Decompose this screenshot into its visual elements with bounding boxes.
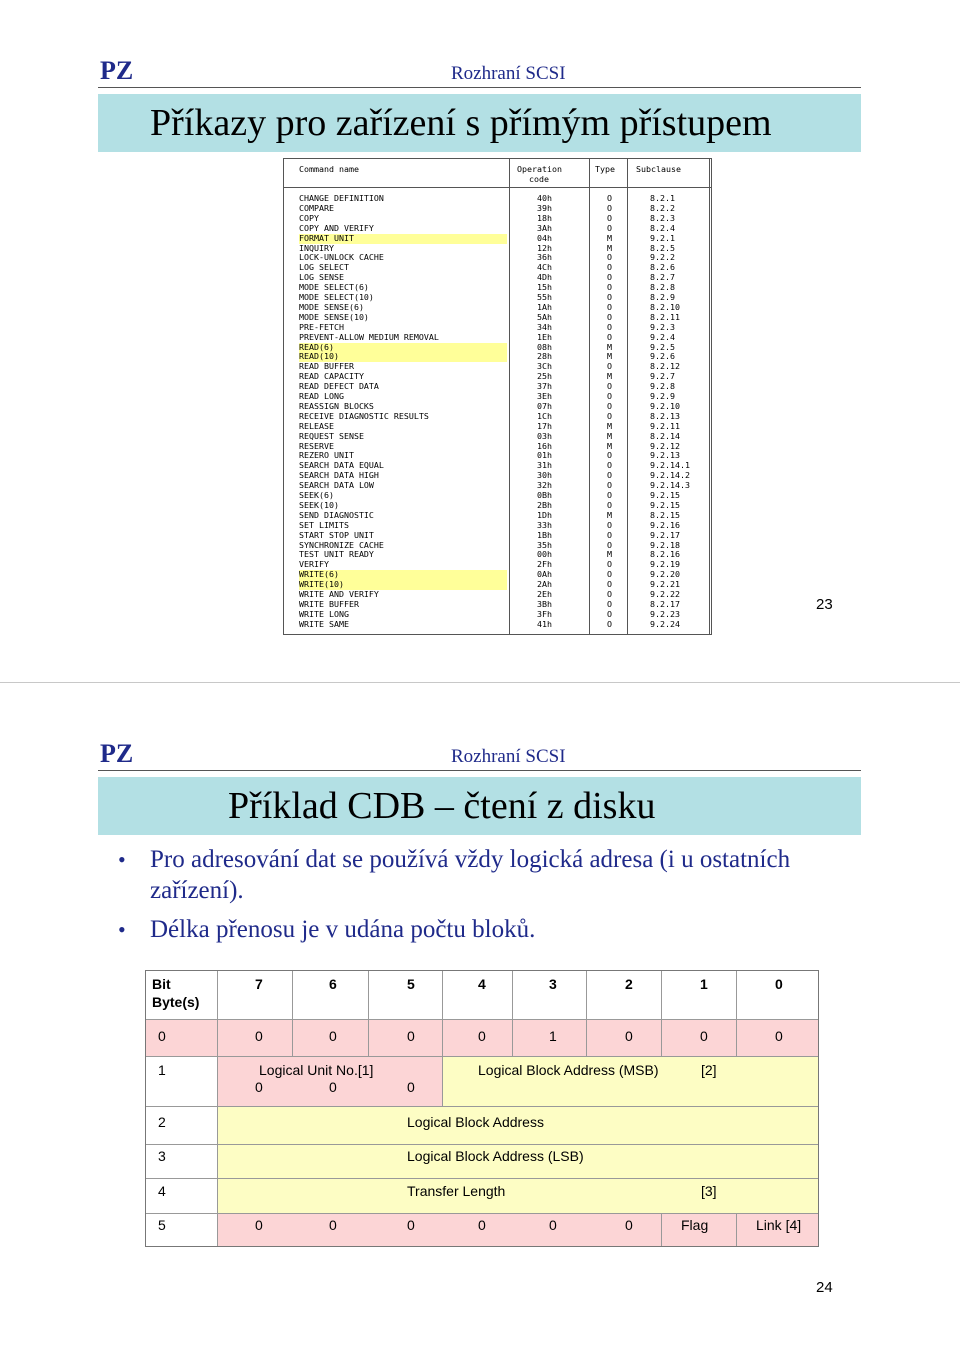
command-name: CHANGE DEFINITION: [299, 193, 384, 203]
command-type: M: [607, 430, 612, 441]
byte-0-bit-1: 0: [700, 1028, 708, 1044]
subclause: 9.2.7: [650, 371, 675, 382]
command-type: O: [607, 559, 612, 570]
command-type: O: [607, 460, 612, 471]
bit-1-header: 1: [700, 976, 708, 992]
subclause: 9.2.21: [650, 579, 680, 590]
command-type: M: [607, 549, 612, 560]
command-type: O: [607, 301, 612, 312]
operation-code: 2Bh: [537, 499, 552, 510]
command-type: O: [607, 331, 612, 342]
subclause: 9.2.12: [650, 440, 680, 451]
byte-5-bit-6: 0: [329, 1217, 337, 1233]
subclause: 9.2.20: [650, 569, 680, 580]
subclause: 8.2.11: [650, 311, 680, 322]
command-name: MODE SENSE(6): [299, 301, 364, 312]
link-label: Link [4]: [756, 1217, 802, 1233]
note-2: [2]: [701, 1062, 717, 1078]
operation-code: 28h: [537, 351, 552, 362]
subclause: 8.2.8: [650, 282, 675, 293]
lun-bit-7: 0: [255, 1079, 263, 1095]
subclause: 8.2.1: [650, 193, 675, 203]
logical-unit-label: Logical Unit No.[1]: [259, 1062, 374, 1078]
page-number: 24: [816, 1279, 833, 1296]
operation-code: 15h: [537, 282, 552, 293]
operation-code: 37h: [537, 381, 552, 392]
command-name: VERIFY: [299, 559, 329, 570]
byte-4-label: 4: [158, 1183, 166, 1199]
command-row: [285, 204, 710, 214]
command-table: [283, 158, 712, 635]
operation-code: 4Dh: [537, 272, 552, 283]
subclause: 8.2.15: [650, 509, 680, 520]
command-type: O: [607, 252, 612, 263]
subclause: 9.2.11: [650, 420, 680, 431]
operation-code: 40h: [537, 193, 552, 203]
lba-msb-label: Logical Block Address (MSB): [478, 1062, 659, 1078]
byte-5-bit-7: 0: [255, 1217, 263, 1233]
subclause: 9.2.8: [650, 381, 675, 392]
command-row: [285, 560, 710, 570]
command-type: M: [607, 341, 612, 352]
operation-code: 04h: [537, 232, 552, 243]
cdb-table: [145, 970, 819, 1247]
command-name: SET LIMITS: [299, 519, 349, 530]
bullet-icon: •: [118, 847, 126, 872]
command-row: [285, 620, 710, 630]
command-name: COMPARE: [299, 202, 334, 213]
operation-code: 08h: [537, 341, 552, 352]
command-name: READ LONG: [299, 391, 344, 401]
command-name: START STOP UNIT: [299, 529, 374, 540]
operation-code: 1Dh: [537, 509, 552, 520]
command-type: O: [607, 618, 612, 629]
operation-code: 1Ch: [537, 410, 552, 421]
subclause: 8.2.7: [650, 272, 675, 283]
command-type: O: [607, 212, 612, 223]
operation-code: 1Ah: [537, 301, 552, 312]
command-name: READ(6): [299, 343, 507, 353]
subclause: 9.2.5: [650, 341, 675, 352]
bullet-icon: •: [118, 917, 126, 942]
command-type: O: [607, 282, 612, 293]
command-name: RELEASE: [299, 420, 334, 431]
command-name: WRITE AND VERIFY: [299, 589, 379, 599]
byte-3-label: 3: [158, 1148, 166, 1164]
command-name: SEARCH DATA EQUAL: [299, 460, 384, 471]
header-command-name: Command name: [299, 164, 359, 174]
byte-2-label: 2: [158, 1114, 166, 1130]
command-type: M: [607, 351, 612, 362]
flag-label: Flag: [681, 1217, 709, 1233]
command-name: WRITE LONG: [299, 608, 349, 619]
pz-logo: PZ: [100, 739, 134, 768]
command-name: SEARCH DATA HIGH: [299, 470, 379, 481]
command-type: O: [607, 608, 612, 619]
subclause: 8.2.2: [650, 202, 675, 213]
command-name: MODE SELECT(6): [299, 282, 369, 293]
command-type: O: [607, 400, 612, 411]
command-row: [285, 412, 710, 422]
operation-code: 30h: [537, 470, 552, 481]
operation-code: 55h: [537, 292, 552, 302]
command-row: [285, 343, 710, 353]
header-type: Type: [595, 164, 615, 174]
command-name: READ DEFECT DATA: [299, 381, 379, 392]
operation-code: 25h: [537, 371, 552, 382]
header-rule: [98, 87, 861, 88]
operation-code: 0Ah: [537, 569, 552, 580]
subclause: 9.2.14.1: [650, 460, 690, 471]
command-type: O: [607, 480, 612, 491]
command-name: WRITE(10): [299, 580, 507, 590]
command-type: O: [607, 381, 612, 392]
byte-5-label: 5: [158, 1217, 166, 1233]
command-name: FORMAT UNIT: [299, 234, 507, 244]
lun-bit-5: 0: [407, 1079, 415, 1095]
command-type: O: [607, 470, 612, 481]
operation-code: 2Eh: [537, 589, 552, 599]
command-row: [285, 194, 710, 204]
operation-code: 31h: [537, 460, 552, 471]
command-name: PREVENT-ALLOW MEDIUM REMOVAL: [299, 331, 439, 342]
byte-1-label: 1: [158, 1062, 166, 1078]
operation-code: 3Ah: [537, 222, 552, 233]
bit-6-header: 6: [329, 976, 337, 992]
note-3: [3]: [701, 1183, 717, 1199]
command-name: LOG SENSE: [299, 272, 344, 283]
command-row: [285, 234, 710, 244]
command-type: O: [607, 499, 612, 510]
command-row: [285, 491, 710, 501]
byte-5-bit-2: 0: [625, 1217, 633, 1233]
command-type: M: [607, 242, 612, 253]
subclause: 9.2.14.3: [650, 480, 690, 491]
operation-code: 34h: [537, 321, 552, 332]
row-5-bg: [217, 1213, 818, 1246]
subclause: 9.2.9: [650, 391, 675, 401]
subclause: 9.2.22: [650, 589, 680, 599]
byte-5-bit-5: 0: [407, 1217, 415, 1233]
operation-code: 2Ah: [537, 579, 552, 590]
command-type: O: [607, 222, 612, 233]
command-row: [285, 481, 710, 491]
command-type: O: [607, 539, 612, 550]
operation-code: 12h: [537, 242, 552, 253]
command-type: O: [607, 391, 612, 401]
subclause: 9.2.17: [650, 529, 680, 540]
operation-code: 00h: [537, 549, 552, 560]
subclause: 8.2.14: [650, 430, 680, 441]
command-row: [285, 263, 710, 273]
command-type: M: [607, 232, 612, 243]
transfer-length-label: Transfer Length: [407, 1183, 506, 1199]
command-name: WRITE SAME: [299, 618, 349, 629]
command-name: SEARCH DATA LOW: [299, 480, 374, 491]
header-subclause: Subclause: [636, 164, 681, 174]
subclause: 9.2.3: [650, 321, 675, 332]
subclause: 8.2.12: [650, 361, 680, 372]
command-type: O: [607, 361, 612, 372]
command-row: [285, 313, 710, 323]
subclause: 9.2.15: [650, 490, 680, 500]
subclause: 9.2.1: [650, 232, 675, 243]
command-name: SEEK(6): [299, 490, 334, 500]
operation-code: 2Fh: [537, 559, 552, 570]
corner-byte-label: Byte(s): [152, 994, 200, 1010]
subclause: 9.2.19: [650, 559, 680, 570]
command-row: [285, 432, 710, 442]
pz-logo: PZ: [100, 56, 134, 85]
command-name: READ CAPACITY: [299, 371, 364, 382]
bullet-item: • Délka přenosu je v udána počtu bloků.: [118, 916, 536, 943]
subclause: 9.2.14.2: [650, 470, 690, 481]
subclause: 9.2.6: [650, 351, 675, 362]
byte-5-bit-3: 0: [549, 1217, 557, 1233]
operation-code: 41h: [537, 618, 552, 629]
command-type: M: [607, 420, 612, 431]
byte-0-bit-4: 0: [478, 1028, 486, 1044]
command-name: REASSIGN BLOCKS: [299, 400, 374, 411]
subclause: 9.2.24: [650, 618, 680, 629]
subclause: 8.2.6: [650, 262, 675, 273]
operation-code: 3Bh: [537, 598, 552, 609]
lun-bit-6: 0: [329, 1079, 337, 1095]
operation-code: 0Bh: [537, 490, 552, 500]
subclause: 9.2.10: [650, 400, 680, 411]
command-type: O: [607, 450, 612, 461]
command-type: O: [607, 321, 612, 332]
operation-code: 1Bh: [537, 529, 552, 540]
operation-code: 07h: [537, 400, 552, 411]
command-type: M: [607, 440, 612, 451]
byte-0-bit-3: 1: [549, 1028, 557, 1044]
command-row: [285, 570, 710, 580]
subclause: 8.2.5: [650, 242, 675, 253]
lba-label: Logical Block Address: [407, 1114, 544, 1130]
operation-code: 3Fh: [537, 608, 552, 619]
byte-0-label: 0: [158, 1028, 166, 1044]
command-name: TEST UNIT READY: [299, 549, 374, 560]
operation-code: 1Eh: [537, 331, 552, 342]
command-name: REQUEST SENSE: [299, 430, 364, 441]
subclause: 8.2.17: [650, 598, 680, 609]
operation-code: 17h: [537, 420, 552, 431]
operation-code: 4Ch: [537, 262, 552, 273]
corner-bit-label: Bit: [152, 976, 171, 992]
operation-code: 03h: [537, 430, 552, 441]
course-name: Rozhraní SCSI: [451, 63, 566, 84]
command-name: LOCK-UNLOCK CACHE: [299, 252, 384, 263]
operation-code: 32h: [537, 480, 552, 491]
slide-title: Příklad CDB – čtení z disku: [228, 785, 656, 827]
operation-code: 3Eh: [537, 391, 552, 401]
command-name: MODE SELECT(10): [299, 292, 374, 302]
operation-code: 18h: [537, 212, 552, 223]
bit-0-header: 0: [775, 976, 783, 992]
command-type: M: [607, 371, 612, 382]
command-name: WRITE(6): [299, 570, 507, 580]
command-row: [285, 531, 710, 541]
bit-2-header: 2: [625, 976, 633, 992]
operation-code: 36h: [537, 252, 552, 263]
subclause: 9.2.4: [650, 331, 675, 342]
byte-0-bit-5: 0: [407, 1028, 415, 1044]
command-name: RESERVE: [299, 440, 334, 451]
bit-4-header: 4: [478, 976, 486, 992]
command-type: M: [607, 509, 612, 520]
subclause: 8.2.16: [650, 549, 680, 560]
subclause: 9.2.15: [650, 499, 680, 510]
command-type: O: [607, 579, 612, 590]
command-row: [285, 550, 710, 560]
command-type: O: [607, 311, 612, 322]
subclause: 8.2.10: [650, 301, 680, 312]
command-type: O: [607, 598, 612, 609]
subclause: 9.2.18: [650, 539, 680, 550]
subclause: 8.2.3: [650, 212, 675, 223]
command-name: SEEK(10): [299, 499, 339, 510]
command-name: LOG SELECT: [299, 262, 349, 273]
header-operation-code: Operation code: [517, 164, 562, 184]
byte-0-bit-2: 0: [625, 1028, 633, 1044]
command-type: O: [607, 519, 612, 530]
bit-7-header: 7: [255, 976, 263, 992]
command-type: O: [607, 589, 612, 599]
operation-code: 16h: [537, 440, 552, 451]
byte-0-bit-7: 0: [255, 1028, 263, 1044]
byte-0-bit-6: 0: [329, 1028, 337, 1044]
command-table-header: [284, 159, 711, 188]
operation-code: 35h: [537, 539, 552, 550]
header-rule: [98, 770, 861, 771]
command-row: [285, 382, 710, 392]
command-name: RECEIVE DIAGNOSTIC RESULTS: [299, 410, 429, 421]
command-name: WRITE BUFFER: [299, 598, 359, 609]
subclause: 9.2.13: [650, 450, 680, 461]
command-name: COPY: [299, 212, 319, 223]
byte-5-bit-4: 0: [478, 1217, 486, 1233]
bit-3-header: 3: [549, 976, 557, 992]
command-type: O: [607, 193, 612, 203]
subclause: 9.2.2: [650, 252, 675, 263]
command-type: O: [607, 529, 612, 540]
command-name: READ(10): [299, 352, 507, 362]
page-number: 23: [816, 596, 833, 613]
operation-code: 5Ah: [537, 311, 552, 322]
command-name: REZERO UNIT: [299, 450, 354, 461]
slide-title: Příkazy pro zařízení s přímým přístupem: [150, 102, 772, 144]
command-name: SEND DIAGNOSTIC: [299, 509, 374, 520]
command-type: O: [607, 262, 612, 273]
byte-0-bit-0: 0: [775, 1028, 783, 1044]
command-name: SYNCHRONIZE CACHE: [299, 539, 384, 550]
command-name: MODE SENSE(10): [299, 311, 369, 322]
bullet-item: • Pro adresování dat se používá vždy logická adresa (i u ostatních zařízení).: [118, 846, 791, 904]
course-name: Rozhraní SCSI: [451, 746, 566, 767]
subclause: 8.2.4: [650, 222, 675, 233]
command-type: O: [607, 272, 612, 283]
operation-code: 3Ch: [537, 361, 552, 372]
bullet-list: [118, 844, 858, 953]
subclause: 8.2.9: [650, 292, 675, 302]
command-type: O: [607, 569, 612, 580]
subclause: 9.2.16: [650, 519, 680, 530]
command-name: INQUIRY: [299, 242, 334, 253]
bit-5-header: 5: [407, 976, 415, 992]
subclause: 8.2.13: [650, 410, 680, 421]
command-row: [285, 333, 710, 343]
lba-lsb-label: Logical Block Address (LSB): [407, 1148, 584, 1164]
command-name: COPY AND VERIFY: [299, 222, 374, 233]
command-type: O: [607, 490, 612, 500]
command-type: O: [607, 292, 612, 302]
operation-code: 01h: [537, 450, 552, 461]
operation-code: 39h: [537, 202, 552, 213]
command-name: READ BUFFER: [299, 361, 354, 372]
subclause: 9.2.23: [650, 608, 680, 619]
operation-code: 33h: [537, 519, 552, 530]
command-name: PRE-FETCH: [299, 321, 344, 332]
command-type: O: [607, 202, 612, 213]
command-type: O: [607, 410, 612, 421]
